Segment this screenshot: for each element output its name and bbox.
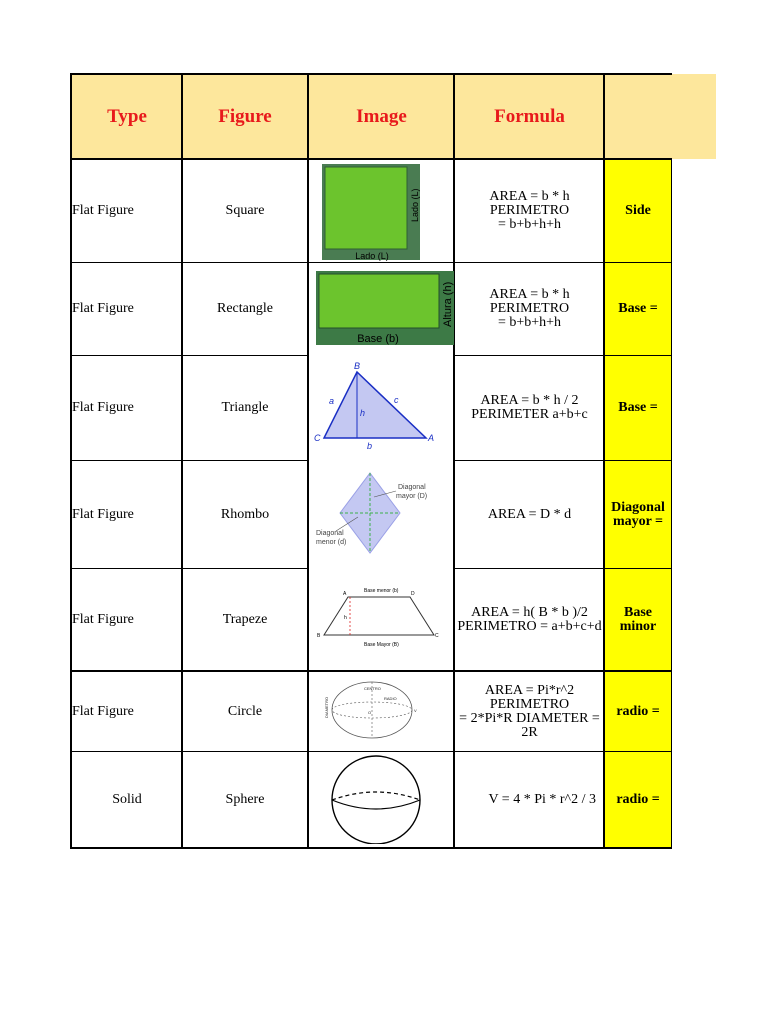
header-figure: Figure: [218, 105, 272, 127]
rectangle-figure-image: [316, 271, 454, 345]
type-cell: Flat Figure: [72, 703, 134, 719]
trapeze-vertex-a: A: [343, 591, 347, 597]
value-cell: radio =: [605, 672, 671, 751]
triangle-side-b: b: [367, 441, 373, 451]
table-bottom-border: [70, 847, 672, 849]
formula-cell: V = 4 * Pi * r^2 / 3: [488, 792, 596, 807]
trapeze-vertex-c: C: [435, 633, 439, 639]
table-row: [0, 263, 768, 355]
figure-cell: Triangle: [221, 400, 269, 415]
triangle-side-a: a: [329, 396, 335, 406]
type-cell: Solid: [112, 792, 142, 807]
table-row: [0, 461, 768, 568]
rectangle-height-label: Altura (h): [442, 281, 454, 327]
circle-point-v: V: [414, 708, 417, 713]
trapeze-vertex-d: D: [411, 591, 415, 597]
formula-cell: AREA = b * h PERIMETRO = b+b+h+h: [489, 189, 570, 232]
figure-cell: Square: [225, 203, 265, 218]
header-value: [605, 74, 671, 159]
trapeze-top-label: Base menor (b): [364, 588, 399, 594]
formula-cell: AREA = D * d: [487, 506, 572, 522]
grid-line-figure-image-header: [307, 73, 309, 160]
formula-cell: AREA = b * h PERIMETRO = b+b+h+h: [489, 287, 570, 330]
type-cell: Flat Figure: [72, 400, 134, 415]
header-formula: Formula: [494, 105, 565, 127]
value-cell: Base =: [605, 263, 671, 355]
rectangle-base-label: Base (b): [357, 333, 399, 345]
formula-cell: AREA = Pi*r^2 PERIMETRO = 2*Pi*R DIAMETER = 2R: [459, 682, 600, 740]
table-row: [0, 672, 768, 751]
figure-cell: Rectangle: [217, 301, 273, 316]
formula-cell: AREA = b * h / 2 PERIMETER a+b+c: [471, 393, 588, 422]
rhombus-minor-label: Diagonal menor (d): [316, 530, 347, 546]
square-side-label-right: Lado (L): [410, 188, 420, 222]
type-cell: Flat Figure: [72, 506, 134, 522]
triangle-side-c: c: [394, 395, 399, 405]
trapeze-height-h: h: [344, 615, 347, 621]
table-row: [0, 752, 768, 848]
header-image: Image: [356, 105, 407, 127]
header-type: Type: [107, 105, 147, 127]
circle-top-label: CENTRO: [364, 686, 381, 691]
table-row: [0, 569, 768, 670]
value-cell: Side: [605, 160, 671, 262]
value-cell: Base =: [605, 356, 671, 460]
sphere-figure-image: [322, 754, 432, 844]
formula-cell: AREA = h( B * b )/2 PERIMETRO = a+b+c+d: [457, 604, 602, 634]
trapeze-figure-image: [314, 583, 446, 649]
value-cell: Diagonal mayor =: [605, 461, 671, 568]
triangle-vertex-c: C: [314, 433, 321, 443]
table-row: [0, 160, 768, 262]
triangle-height-h: h: [360, 408, 366, 418]
figure-cell: Rhombo: [220, 506, 270, 522]
type-cell: Flat Figure: [72, 301, 134, 316]
rhombus-figure-image: [314, 469, 436, 557]
type-cell: Flat Figure: [72, 611, 134, 627]
triangle-vertex-b: B: [354, 361, 361, 371]
value-cell: Base minor: [605, 569, 671, 670]
rhombus-major-label: Diagonal mayor (D): [396, 484, 428, 500]
circle-center-o: O: [368, 710, 372, 715]
trapeze-bottom-label: Base Mayor (B): [364, 642, 399, 648]
circle-right-label: RADIO: [384, 696, 397, 701]
table-row: [0, 356, 768, 460]
circle-figure-image: [318, 678, 426, 744]
square-figure-image: [322, 164, 422, 262]
triangle-figure-image: [312, 360, 438, 452]
square-side-label-bottom: Lado (L): [355, 251, 389, 261]
figure-cell: Circle: [227, 703, 263, 719]
figure-cell: Trapeze: [222, 611, 268, 627]
triangle-vertex-a: A: [428, 433, 435, 443]
figure-cell: Sphere: [225, 792, 265, 807]
circle-left-label: DIAMETRO: [324, 696, 329, 718]
trapeze-vertex-b: B: [317, 633, 321, 639]
type-cell: Flat Figure: [72, 203, 134, 218]
value-cell: radio =: [605, 752, 671, 848]
